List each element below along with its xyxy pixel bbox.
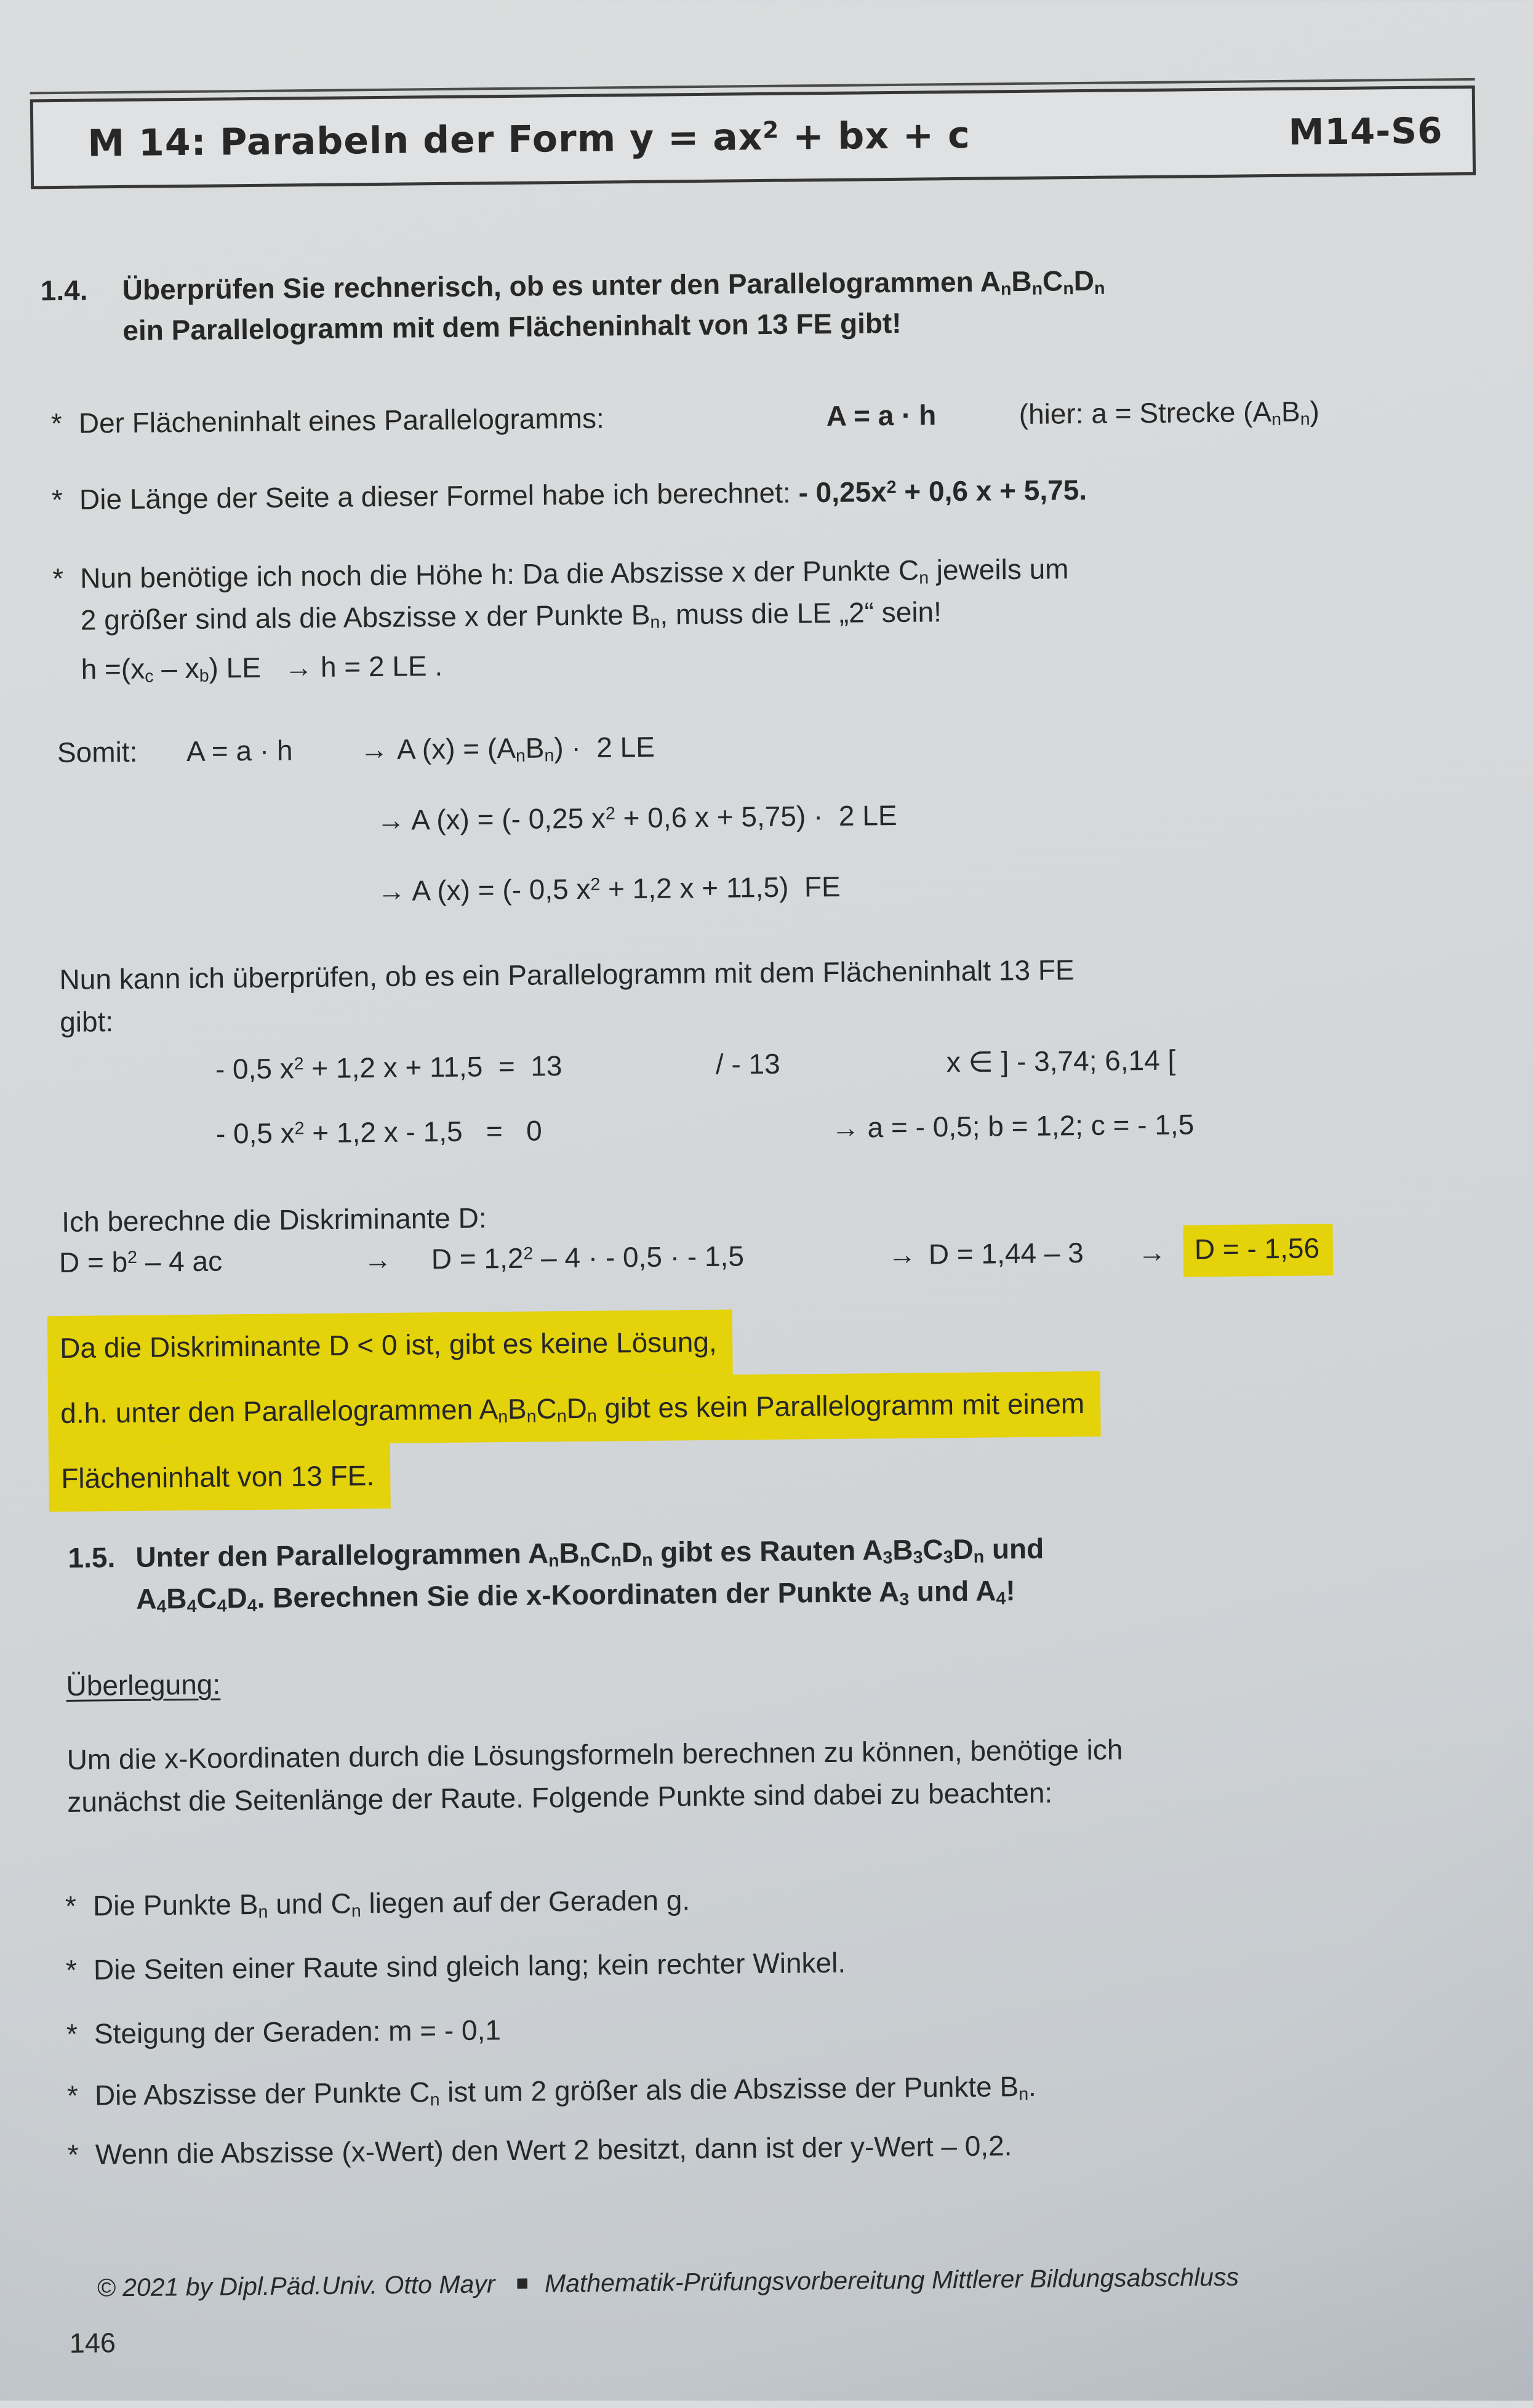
equation-2-left: - 0,5 $x^2 + 1,2$ x - 1,5 = 0 — [215, 1114, 542, 1150]
square-bullet-icon: ■ — [516, 2271, 529, 2295]
page-code: M14-S6 — [1288, 110, 1443, 153]
note-bullet-4 — [9, 2063, 1533, 2111]
somit-step-1: A $(x) = (A_nB_n) \cdot 2$ LE — [396, 730, 655, 767]
bullet-marker: * — [50, 407, 62, 440]
check-line-2: gibt: — [59, 1005, 114, 1038]
bullet-marker: * — [67, 2138, 79, 2171]
check-line-1: Nun kann ich überprüfen, ob es ein Parallelogramm mit dem Flächeninhalt 13 FE — [59, 954, 1075, 996]
conclusion-text-1: Da die Diskriminante D < 0 ist, gibt es keine Lösung, — [47, 1310, 733, 1382]
bullet-height — [0, 546, 1527, 687]
bullet-marker: * — [65, 1889, 77, 1922]
note-text-4: Die Abszisse der Punkte $C_n$ ist um 2 größer als die Abszisse der Punkte $B_n$. — [94, 2070, 1037, 2111]
page-title: M 14: Parabeln der Form $y = ax^2$ + bx + c — [87, 113, 971, 165]
discriminant-intro: Ich berechne die Diskriminante D: — [62, 1202, 487, 1238]
task-1-5-line-1: Unter den Parallelogrammen $A_nB_nC_nD_n$ gibt es Rauten $A_3B_3C_3D_n$ und — [135, 1532, 1044, 1573]
equation-row-2 — [0, 1103, 1532, 1150]
task-1-5-heading — [3, 1526, 1533, 1617]
task-1-5-number: 1.5. — [68, 1541, 116, 1574]
somit-step-3: → A (x) = (- 0,5 $x^2 + 1,2$ x + 11,5) FE — [377, 870, 841, 907]
somit-label: Somit: — [57, 735, 138, 769]
discriminant-block — [0, 1190, 1533, 1279]
side-length-text — [79, 472, 1087, 519]
arrow-glyph: → — [887, 1238, 917, 1271]
height-line-1: Nun benötige ich noch die Höhe h: Da die Abszisse x der Punkte $C_n$ jeweils um — [79, 552, 1069, 594]
side-length-formula: - $0,25x^2 + 0,6$ x + 5,75. — [798, 473, 1087, 509]
consideration-line-2: zunächst die Seitenlänge der Raute. Folgende Punkte sind dabei zu beachten: — [67, 1776, 1053, 1818]
consideration-label: Überlegung: — [66, 1668, 221, 1702]
note-bullet-1 — [7, 1874, 1533, 1923]
footer — [68, 2234, 1239, 2332]
bullet-marker: * — [52, 562, 64, 595]
note-bullet-3 — [8, 2002, 1533, 2050]
conclusion-line-1 — [47, 1306, 1100, 1381]
arrow-glyph: → — [1137, 1235, 1167, 1269]
conclusion-text-2: d.h. unter den Parallelogrammen $A_nB_nC_nD_n$ gibt es kein Parallelogramm mit einem — [48, 1371, 1101, 1446]
height-formula: $h =(x_c - x_b)$ LE → h = 2 LE . — [81, 650, 443, 687]
area-formula: A = a · h — [826, 399, 937, 433]
bullet-marker: * — [66, 2079, 79, 2111]
task-1-4-number: 1.4. — [40, 274, 88, 307]
footer-copyright: © 2021 by Dipl.Päd.Univ. Otto Mayr — [97, 2270, 495, 2302]
note-bullet-5 — [9, 2123, 1533, 2171]
consideration-line-1: Um die x-Koordinaten durch die Lösungsformeln berechnen zu können, benötige ich — [66, 1733, 1123, 1776]
task-1-4-heading — [0, 258, 1524, 346]
check-paragraph — [59, 952, 1075, 1040]
discriminant-formula: $D = b^2 - 4$ ac — [58, 1245, 223, 1279]
bullet-area-formula — [0, 391, 1525, 440]
equation-2-result: → a = - 0,5; b = 1,2; c = - 1,5 — [831, 1108, 1195, 1144]
bullet-marker: * — [65, 1953, 78, 1986]
equation-row-1 — [0, 1039, 1532, 1085]
equation-1-domain: x ∈ ] - 3,74; 6,14 [ — [946, 1043, 1176, 1078]
bullet-area-text: Der Flächeninhalt eines Parallelogramms: — [78, 402, 604, 439]
somit-step-2: → A (x) = (- 0,25 $x^2 + 0,6$ x + 5,75) · 2 LE — [376, 799, 897, 837]
header-box — [30, 86, 1476, 189]
task-1-5-line-2: $A_4B_4C_4D_4$. Berechnen Sie die x-Koordinaten der Punkte $A_3$ und $A_4$! — [135, 1574, 1015, 1617]
area-formula-note: (hier: a = Strecke $(A_nB_n)$ — [1019, 395, 1320, 431]
task-1-4-line-1: Überprüfen Sie rechnerisch, ob es unter den Parallelogrammen $A_nB_nC_nD_n$ — [122, 264, 1105, 306]
note-text-5: Wenn die Abszisse (x-Wert) den Wert 2 besitzt, dann ist der y-Wert – 0,2. — [95, 2129, 1012, 2171]
bullet-side-length — [0, 468, 1526, 516]
task-1-4-line-2: ein Parallelogramm mit dem Flächeninhalt von 13 FE gibt! — [122, 306, 902, 346]
note-text-3: Steigung der Geraden: m = - 0,1 — [94, 2014, 502, 2050]
conclusion-line-3 — [49, 1437, 1102, 1512]
bullet-marker: * — [66, 2017, 78, 2050]
side-length-label: Die Länge der Seite a dieser Formel habe ich berechnet: — [79, 476, 799, 516]
note-bullet-2 — [7, 1938, 1533, 1986]
page-number: 146 — [69, 2327, 116, 2359]
discriminant-step-1: $D = 1,2^2 - 4$ · - 0,5 · - 1,5 — [431, 1240, 745, 1275]
discriminant-result-highlighted: D = - 1,56 — [1183, 1224, 1333, 1277]
discriminant-step-2: D = 1,44 – 3 — [928, 1237, 1084, 1270]
somit-block — [0, 720, 1529, 907]
arrow-glyph: → — [363, 1243, 393, 1276]
note-text-2: Die Seiten einer Raute sind gleich lang; kein rechter Winkel. — [93, 1946, 846, 1986]
consideration-heading — [66, 1667, 220, 1705]
arrow-glyph: → — [359, 733, 389, 766]
conclusion-line-2 — [48, 1371, 1101, 1446]
somit-base-formula: A = a · h — [186, 734, 293, 768]
footer-series: Mathematik-Prüfungsvorbereitung Mittlerer Bildungsabschluss — [544, 2262, 1239, 2298]
bullet-marker: * — [51, 483, 63, 516]
height-line-2: 2 größer sind als die Abszisse x der Punkte $B_n$, muss die LE „2“ sein! — [80, 596, 942, 636]
consideration-paragraph — [66, 1731, 1123, 1820]
note-text-1: Die Punkte $B_n$ und $C_n$ liegen auf der Geraden g. — [92, 1884, 690, 1923]
conclusion-highlighted — [47, 1306, 1102, 1512]
equation-1-left: - 0,5 $x^2 + 1,2$ x + 11,5 = 13 — [215, 1050, 562, 1085]
equation-1-operation: / - 13 — [715, 1047, 780, 1080]
conclusion-text-3: Flächeninhalt von 13 FE. — [49, 1443, 391, 1512]
